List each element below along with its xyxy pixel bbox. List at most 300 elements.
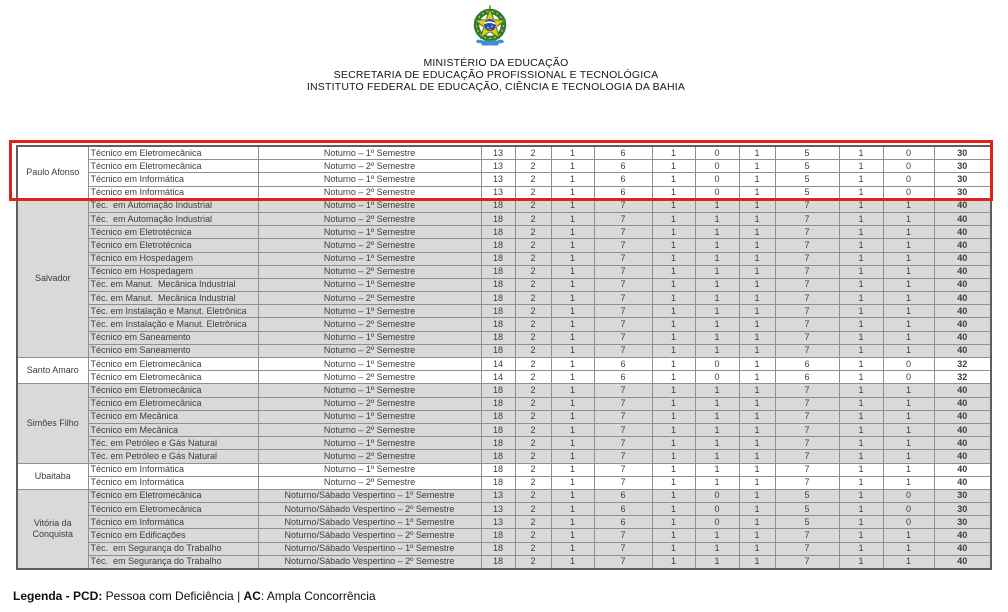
value-cell: 2 [515, 199, 551, 212]
value-cell: 18 [481, 437, 515, 450]
value-cell: 1 [839, 186, 883, 199]
value-cell: 7 [594, 239, 652, 252]
shift-cell: Noturno – 2º Semestre [258, 186, 481, 199]
value-cell: 1 [551, 305, 594, 318]
value-cell: 1 [551, 384, 594, 397]
value-cell: 13 [481, 173, 515, 186]
value-cell: 2 [515, 252, 551, 265]
total-cell: 40 [934, 265, 991, 278]
value-cell: 5 [775, 503, 839, 516]
shift-cell: Noturno – 2º Semestre [258, 344, 481, 357]
value-cell: 1 [839, 463, 883, 476]
value-cell: 1 [739, 516, 775, 529]
course-cell: Técnico em Saneamento [88, 344, 258, 357]
value-cell: 13 [481, 503, 515, 516]
course-cell: Técnico em Informática [88, 476, 258, 489]
shift-cell: Noturno – 2º Semestre [258, 371, 481, 384]
value-cell: 18 [481, 476, 515, 489]
legend-pcd-label: Legenda - PCD: [13, 589, 103, 603]
value-cell: 1 [551, 555, 594, 569]
value-cell: 1 [695, 529, 739, 542]
value-cell: 2 [515, 226, 551, 239]
table-row [17, 331, 991, 344]
total-cell: 40 [934, 331, 991, 344]
value-cell: 1 [739, 278, 775, 291]
value-cell: 1 [551, 489, 594, 502]
value-cell: 7 [775, 331, 839, 344]
value-cell: 1 [695, 226, 739, 239]
value-cell: 1 [652, 358, 695, 371]
value-cell: 1 [883, 423, 934, 436]
total-cell: 40 [934, 450, 991, 463]
value-cell: 1 [551, 423, 594, 436]
total-cell: 30 [934, 173, 991, 186]
value-cell: 1 [652, 516, 695, 529]
value-cell: 18 [481, 344, 515, 357]
value-cell: 18 [481, 199, 515, 212]
value-cell: 7 [775, 292, 839, 305]
value-cell: 1 [695, 199, 739, 212]
value-cell: 2 [515, 503, 551, 516]
legend-pcd-text: Pessoa com Deficiência | [102, 589, 244, 603]
value-cell: 14 [481, 371, 515, 384]
value-cell: 2 [515, 542, 551, 555]
value-cell: 1 [652, 146, 695, 160]
value-cell: 1 [551, 199, 594, 212]
value-cell: 18 [481, 555, 515, 569]
table-row [17, 239, 991, 252]
value-cell: 2 [515, 239, 551, 252]
value-cell: 1 [695, 305, 739, 318]
shift-cell: Noturno – 2º Semestre [258, 423, 481, 436]
total-cell: 32 [934, 358, 991, 371]
value-cell: 1 [739, 529, 775, 542]
value-cell: 1 [551, 160, 594, 173]
value-cell: 1 [652, 344, 695, 357]
value-cell: 1 [551, 358, 594, 371]
value-cell: 1 [883, 344, 934, 357]
value-cell: 18 [481, 397, 515, 410]
course-cell: Téc. em Petróleo e Gás Natural [88, 450, 258, 463]
value-cell: 7 [594, 292, 652, 305]
value-cell: 1 [652, 331, 695, 344]
value-cell: 7 [775, 529, 839, 542]
value-cell: 13 [481, 146, 515, 160]
value-cell: 1 [652, 542, 695, 555]
course-cell: Técnico em Hospedagem [88, 252, 258, 265]
value-cell: 1 [839, 529, 883, 542]
value-cell: 1 [695, 344, 739, 357]
campus-cell: Salvador [17, 199, 88, 357]
total-cell: 40 [934, 239, 991, 252]
ministry-title: MINISTÉRIO DA EDUCAÇÃO [423, 57, 569, 69]
value-cell: 0 [883, 371, 934, 384]
table-row [17, 489, 991, 502]
course-cell: Téc. em Manut. Mecânica Industrial [88, 292, 258, 305]
total-cell: 40 [934, 344, 991, 357]
value-cell: 1 [883, 278, 934, 291]
legend-ac-label: AC [243, 589, 261, 603]
table-row [17, 529, 991, 542]
value-cell: 6 [594, 489, 652, 502]
campus-cell: Simões Filho [17, 384, 88, 463]
value-cell: 1 [739, 476, 775, 489]
value-cell: 7 [594, 555, 652, 569]
value-cell: 0 [883, 358, 934, 371]
value-cell: 2 [515, 318, 551, 331]
value-cell: 5 [775, 146, 839, 160]
value-cell: 18 [481, 384, 515, 397]
course-cell: Técnico em Eletromecânica [88, 384, 258, 397]
campus-cell: Paulo Afonso [17, 146, 88, 199]
value-cell: 1 [839, 226, 883, 239]
value-cell: 0 [883, 489, 934, 502]
value-cell: 7 [594, 252, 652, 265]
value-cell: 1 [652, 503, 695, 516]
value-cell: 7 [594, 199, 652, 212]
brazil-coat-of-arms-icon [459, 5, 521, 52]
value-cell: 1 [739, 160, 775, 173]
total-cell: 40 [934, 199, 991, 212]
value-cell: 2 [515, 516, 551, 529]
total-cell: 40 [934, 384, 991, 397]
value-cell: 7 [775, 476, 839, 489]
value-cell: 2 [515, 463, 551, 476]
value-cell: 7 [594, 226, 652, 239]
courses-table-body [17, 146, 991, 569]
value-cell: 1 [652, 384, 695, 397]
value-cell: 1 [839, 397, 883, 410]
value-cell: 1 [551, 239, 594, 252]
value-cell: 7 [775, 423, 839, 436]
value-cell: 7 [594, 529, 652, 542]
value-cell: 7 [775, 318, 839, 331]
value-cell: 7 [775, 305, 839, 318]
value-cell: 0 [695, 516, 739, 529]
value-cell: 1 [695, 252, 739, 265]
value-cell: 6 [594, 160, 652, 173]
shift-cell: Noturno – 2º Semestre [258, 318, 481, 331]
value-cell: 1 [839, 489, 883, 502]
table-row [17, 542, 991, 555]
value-cell: 1 [551, 463, 594, 476]
value-cell: 2 [515, 146, 551, 160]
table-row [17, 450, 991, 463]
value-cell: 1 [551, 344, 594, 357]
value-cell: 1 [883, 542, 934, 555]
value-cell: 7 [594, 305, 652, 318]
value-cell: 18 [481, 292, 515, 305]
table-row [17, 252, 991, 265]
value-cell: 1 [695, 423, 739, 436]
value-cell: 1 [739, 212, 775, 225]
value-cell: 0 [695, 186, 739, 199]
value-cell: 7 [594, 450, 652, 463]
value-cell: 0 [695, 489, 739, 502]
value-cell: 7 [594, 344, 652, 357]
value-cell: 1 [551, 529, 594, 542]
value-cell: 5 [775, 489, 839, 502]
total-cell: 40 [934, 542, 991, 555]
value-cell: 1 [883, 226, 934, 239]
value-cell: 18 [481, 305, 515, 318]
shift-cell: Noturno – 1º Semestre [258, 384, 481, 397]
course-cell: Técnico em Eletromecânica [88, 160, 258, 173]
course-cell: Téc. em Segurança do Trabalho [88, 555, 258, 569]
value-cell: 1 [739, 423, 775, 436]
shift-cell: Noturno – 2º Semestre [258, 160, 481, 173]
legend-ac-text: : Ampla Concorrência [260, 589, 376, 603]
value-cell: 2 [515, 437, 551, 450]
value-cell: 1 [839, 331, 883, 344]
value-cell: 1 [739, 305, 775, 318]
table-row [17, 516, 991, 529]
value-cell: 1 [839, 410, 883, 423]
shift-cell: Noturno – 1º Semestre [258, 252, 481, 265]
value-cell: 0 [695, 160, 739, 173]
value-cell: 7 [775, 344, 839, 357]
course-cell: Téc. em Instalação e Manut. Eletrônica [88, 305, 258, 318]
value-cell: 7 [775, 239, 839, 252]
shift-cell: Noturno – 1º Semestre [258, 226, 481, 239]
value-cell: 1 [883, 450, 934, 463]
value-cell: 1 [551, 503, 594, 516]
table-row [17, 463, 991, 476]
value-cell: 1 [883, 437, 934, 450]
total-cell: 30 [934, 160, 991, 173]
value-cell: 1 [883, 529, 934, 542]
value-cell: 6 [594, 516, 652, 529]
shift-cell: Noturno – 1º Semestre [258, 173, 481, 186]
total-cell: 40 [934, 423, 991, 436]
value-cell: 1 [551, 410, 594, 423]
table-row [17, 265, 991, 278]
total-cell: 40 [934, 318, 991, 331]
course-cell: Técnico em Eletromecânica [88, 146, 258, 160]
value-cell: 1 [883, 199, 934, 212]
value-cell: 1 [551, 292, 594, 305]
value-cell: 1 [883, 384, 934, 397]
value-cell: 7 [775, 542, 839, 555]
value-cell: 5 [775, 173, 839, 186]
value-cell: 2 [515, 397, 551, 410]
value-cell: 1 [739, 318, 775, 331]
shift-cell: Noturno/Sábado Vespertino – 2º Semestre [258, 555, 481, 569]
value-cell: 7 [594, 331, 652, 344]
total-cell: 30 [934, 503, 991, 516]
shift-cell: Noturno – 2º Semestre [258, 212, 481, 225]
value-cell: 7 [775, 450, 839, 463]
value-cell: 7 [775, 410, 839, 423]
value-cell: 1 [652, 423, 695, 436]
value-cell: 1 [739, 265, 775, 278]
value-cell: 7 [594, 265, 652, 278]
course-cell: Técnico em Saneamento [88, 331, 258, 344]
value-cell: 1 [652, 265, 695, 278]
table-row [17, 160, 991, 173]
value-cell: 1 [695, 463, 739, 476]
value-cell: 1 [739, 542, 775, 555]
value-cell: 1 [839, 252, 883, 265]
course-cell: Téc. em Petróleo e Gás Natural [88, 437, 258, 450]
value-cell: 0 [883, 503, 934, 516]
value-cell: 1 [883, 212, 934, 225]
value-cell: 2 [515, 529, 551, 542]
value-cell: 7 [594, 212, 652, 225]
value-cell: 2 [515, 265, 551, 278]
value-cell: 0 [695, 371, 739, 384]
value-cell: 1 [695, 555, 739, 569]
value-cell: 1 [883, 397, 934, 410]
table-row [17, 476, 991, 489]
table-row [17, 186, 991, 199]
value-cell: 14 [481, 358, 515, 371]
total-cell: 40 [934, 226, 991, 239]
total-cell: 40 [934, 278, 991, 291]
value-cell: 18 [481, 318, 515, 331]
value-cell: 0 [695, 146, 739, 160]
value-cell: 18 [481, 529, 515, 542]
value-cell: 1 [695, 384, 739, 397]
value-cell: 1 [695, 278, 739, 291]
campus-cell: Vitória da Conquista [17, 489, 88, 569]
value-cell: 7 [594, 463, 652, 476]
value-cell: 2 [515, 384, 551, 397]
course-cell: Técnico em Hospedagem [88, 265, 258, 278]
value-cell: 1 [551, 371, 594, 384]
value-cell: 6 [594, 503, 652, 516]
course-cell: Técnico em Eletrotécnica [88, 226, 258, 239]
total-cell: 40 [934, 252, 991, 265]
value-cell: 1 [839, 265, 883, 278]
value-cell: 1 [551, 173, 594, 186]
course-cell: Técnico em Eletromecânica [88, 397, 258, 410]
course-cell: Téc. em Automação Industrial [88, 199, 258, 212]
shift-cell: Noturno/Sábado Vespertino – 1º Semestre [258, 516, 481, 529]
value-cell: 1 [652, 305, 695, 318]
document-header [0, 5, 1008, 93]
table-row [17, 173, 991, 186]
value-cell: 1 [883, 292, 934, 305]
course-cell: Téc. em Automação Industrial [88, 212, 258, 225]
value-cell: 1 [839, 358, 883, 371]
value-cell: 2 [515, 358, 551, 371]
total-cell: 40 [934, 529, 991, 542]
value-cell: 6 [775, 358, 839, 371]
value-cell: 2 [515, 555, 551, 569]
shift-cell: Noturno – 2º Semestre [258, 476, 481, 489]
value-cell: 2 [515, 186, 551, 199]
value-cell: 7 [594, 476, 652, 489]
table-row [17, 397, 991, 410]
value-cell: 5 [775, 186, 839, 199]
value-cell: 2 [515, 489, 551, 502]
shift-cell: Noturno – 1º Semestre [258, 358, 481, 371]
value-cell: 1 [652, 278, 695, 291]
value-cell: 6 [594, 186, 652, 199]
value-cell: 18 [481, 226, 515, 239]
value-cell: 1 [839, 160, 883, 173]
value-cell: 18 [481, 463, 515, 476]
table-row [17, 344, 991, 357]
shift-cell: Noturno – 2º Semestre [258, 239, 481, 252]
table-row [17, 199, 991, 212]
institute-title: INSTITUTO FEDERAL DE EDUCAÇÃO, CIÊNCIA E TECNOLOGIA DA BAHIA [306, 81, 686, 93]
value-cell: 1 [839, 278, 883, 291]
shift-cell: Noturno – 1º Semestre [258, 410, 481, 423]
value-cell: 1 [883, 331, 934, 344]
value-cell: 1 [695, 450, 739, 463]
value-cell: 1 [652, 226, 695, 239]
total-cell: 30 [934, 146, 991, 160]
value-cell: 1 [551, 331, 594, 344]
total-cell: 40 [934, 305, 991, 318]
value-cell: 1 [883, 410, 934, 423]
total-cell: 30 [934, 516, 991, 529]
value-cell: 7 [775, 463, 839, 476]
course-cell: Téc. em Segurança do Trabalho [88, 542, 258, 555]
value-cell: 7 [594, 423, 652, 436]
value-cell: 0 [883, 516, 934, 529]
course-cell: Técnico em Eletromecânica [88, 371, 258, 384]
value-cell: 1 [883, 476, 934, 489]
total-cell: 40 [934, 292, 991, 305]
value-cell: 7 [775, 437, 839, 450]
value-cell: 1 [839, 146, 883, 160]
course-cell: Técnico em Eletromecânica [88, 489, 258, 502]
value-cell: 2 [515, 344, 551, 357]
legend [13, 589, 376, 603]
value-cell: 1 [839, 503, 883, 516]
value-cell: 1 [551, 450, 594, 463]
value-cell: 1 [652, 476, 695, 489]
value-cell: 1 [695, 397, 739, 410]
value-cell: 18 [481, 212, 515, 225]
value-cell: 7 [594, 542, 652, 555]
course-cell: Técnico em Eletromecânica [88, 503, 258, 516]
value-cell: 7 [775, 265, 839, 278]
value-cell: 1 [883, 555, 934, 569]
total-cell: 40 [934, 476, 991, 489]
campus-cell: Ubaitaba [17, 463, 88, 489]
value-cell: 18 [481, 423, 515, 436]
value-cell: 1 [739, 450, 775, 463]
value-cell: 1 [883, 252, 934, 265]
value-cell: 1 [839, 371, 883, 384]
value-cell: 1 [739, 331, 775, 344]
value-cell: 5 [775, 160, 839, 173]
course-cell: Técnico em Informática [88, 463, 258, 476]
shift-cell: Noturno – 1º Semestre [258, 305, 481, 318]
total-cell: 40 [934, 555, 991, 569]
value-cell: 1 [839, 239, 883, 252]
total-cell: 30 [934, 186, 991, 199]
value-cell: 13 [481, 516, 515, 529]
value-cell: 1 [695, 331, 739, 344]
shift-cell: Noturno – 1º Semestre [258, 278, 481, 291]
value-cell: 1 [652, 292, 695, 305]
value-cell: 1 [739, 226, 775, 239]
value-cell: 1 [551, 397, 594, 410]
value-cell: 7 [775, 212, 839, 225]
value-cell: 1 [739, 199, 775, 212]
value-cell: 0 [883, 146, 934, 160]
total-cell: 40 [934, 397, 991, 410]
value-cell: 1 [839, 212, 883, 225]
value-cell: 2 [515, 410, 551, 423]
table-row [17, 437, 991, 450]
value-cell: 6 [594, 371, 652, 384]
